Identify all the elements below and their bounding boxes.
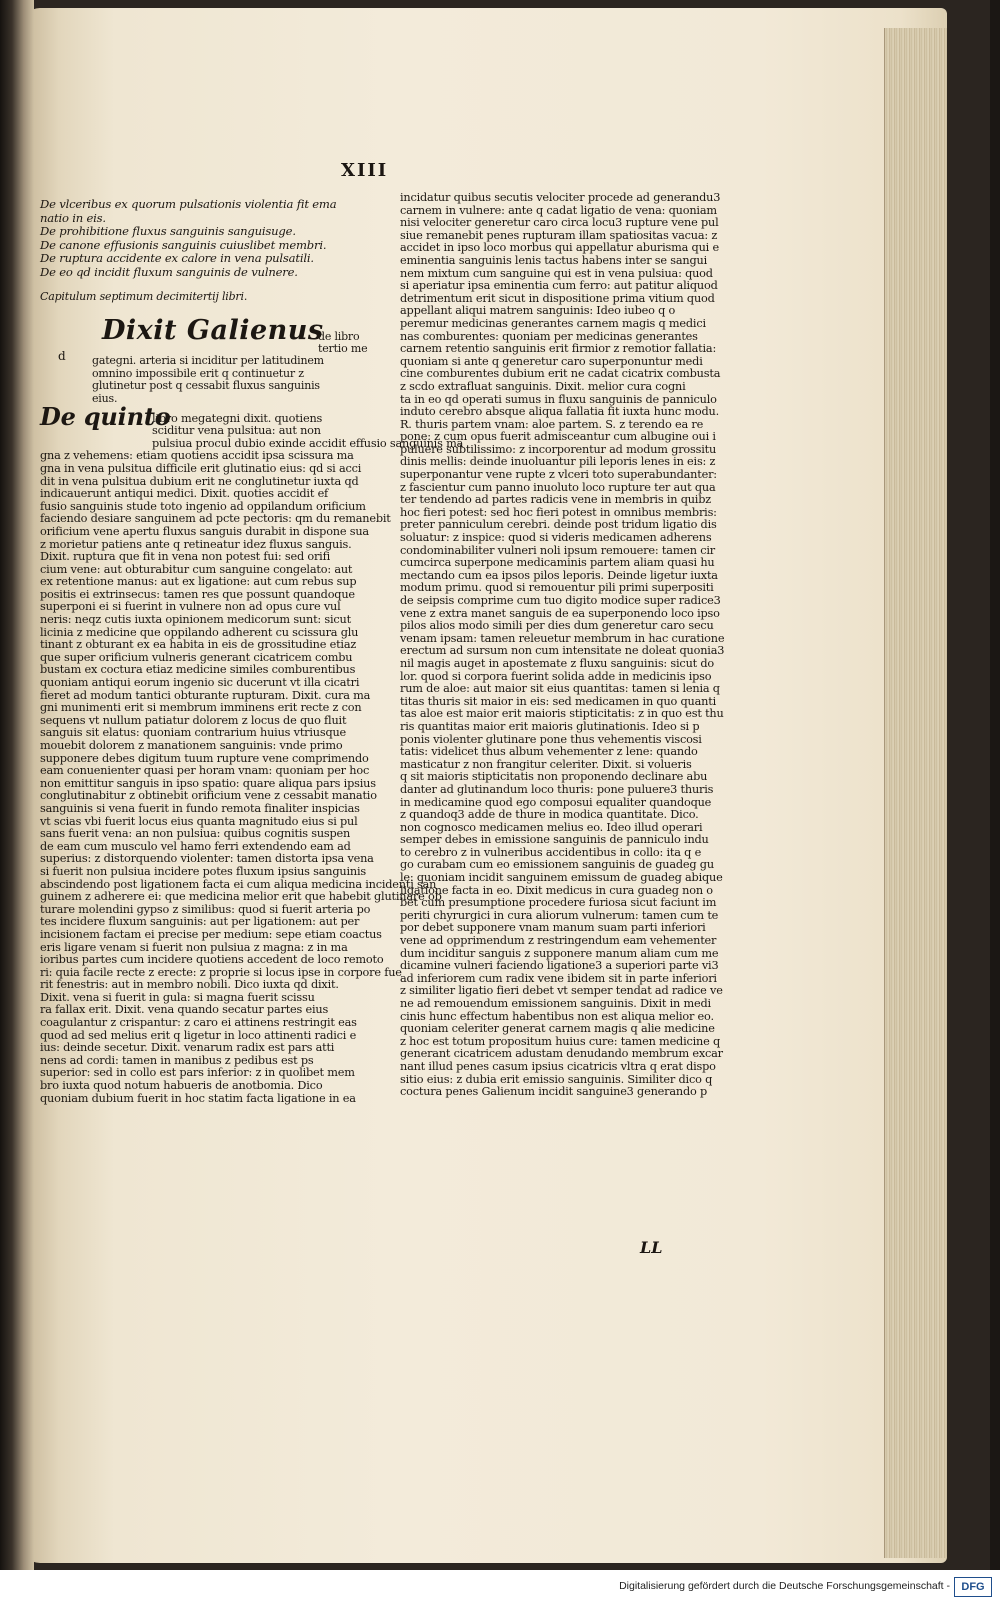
text-line: sequens vt nullum patiatur dolorem z locus de quo fluit xyxy=(40,713,347,727)
initial-word: Dixit Galienus xyxy=(102,314,324,346)
footer-bar xyxy=(0,1570,1000,1605)
text-line: pulsiua procul dubio exinde accidit effusio sanguinis ma xyxy=(152,436,464,450)
text-line: positis ei extrinsecus: tamen res que possunt quandoque xyxy=(40,587,355,601)
text-line: sanguinis si vena fuerit in fundo remota finaliter inspicias xyxy=(40,801,360,815)
text-line: si fuerit non pulsiua incidere potes fluxum ipsius sanguinis xyxy=(40,864,366,878)
text-line: gni munimenti erit si membrum imminens erit recte z con xyxy=(40,701,362,715)
opening-block xyxy=(40,314,368,413)
text-line: non cognosco medicamen melius eo. Ideo illud operari xyxy=(400,820,703,834)
catchword: LL xyxy=(640,1238,663,1257)
text-line: preter panniculum cerebri. deinde post tridum ligatio dis xyxy=(400,518,717,532)
text-line: ponis violenter glutinare pone thus vehementis viscosi xyxy=(400,732,702,746)
text-line: bro iuxta quod notum habueris de anotbomia. Dico xyxy=(40,1079,323,1093)
text-line: induto cerebro absque aliqua fallatia fit iuxta hunc modu. xyxy=(400,405,719,419)
text-line: mectando cum ea ipsos pilos leporis. Deinde ligetur iuxta xyxy=(400,568,718,582)
text-line: libro megategni dixit. quotiens xyxy=(152,411,323,425)
text-line: superponi ei si fuerint in vulnere non ad opus cure vul xyxy=(40,600,341,614)
digitization-credit: Digitalisierung gefördert durch die Deutsche Forschungsgemeinschaft - xyxy=(619,1580,950,1592)
text-line: erectum ad sursum non cum intensitate ne doleat quonia3 xyxy=(400,644,725,658)
text-line: ne ad remouendum emissionem sanguinis. Dixit in medi xyxy=(400,997,711,1010)
text-line: ra fallax erit. Dixit. vena quando secatur partes eius xyxy=(40,1003,329,1017)
text-line: accidet in ipso loco morbus qui appellatur aburisma qui e xyxy=(400,241,719,255)
text-line: bet cum presumptione procedere furiosa sicut faciunt im xyxy=(400,896,717,910)
text-line: tinant z obturant ex ea habita in eis de grossitudine etiaz xyxy=(40,638,357,652)
text-line: superius: z distorquendo violenter: tamen distorta ipsa vena xyxy=(40,852,374,866)
text-line: puluere subtilissimo: z incorporentur ad modum grossitu xyxy=(400,442,717,456)
chapter-contents xyxy=(40,198,335,280)
text-line: siue remanebit penes rupturam illam spatiositas vacua: z xyxy=(400,228,718,242)
text-line: gna in vena pulsitua difficile erit glutinatio eius: qd si acci xyxy=(40,461,362,475)
text-line: quod ad sed melius erit q ligetur in loco attinenti radici e xyxy=(40,1028,357,1042)
text-line: Dixit. vena si fuerit in gula: si magna fuerit scissu xyxy=(40,990,315,1004)
text-line: dinis mellis: deinde inuoluantur pili leporis lenes in eis: z xyxy=(400,455,716,469)
text-line: z hoc est totum propositum huius cure: tamen medicine q xyxy=(400,1034,721,1048)
text-line: quoniam si ante q generetur caro superponuntur medi xyxy=(400,354,703,368)
text-line: sanguis sit elatus: quoniam contrarium huius vtriusque xyxy=(40,726,347,740)
text-line: cumcirca superpone medicaminis partem aliam quasi hu xyxy=(400,556,715,570)
text-line: vene z extra manet sanguis de ea superponendo loco ipso xyxy=(400,606,720,620)
text-line: pilos alios modo simili per dies dum generetur caro secu xyxy=(400,619,714,633)
text-line: z quandoq3 adde de thure in modica quantitate. Dico. xyxy=(400,808,699,822)
text-line: tas aloe est maior erit maioris stipticitatis: z in quo est thu xyxy=(400,707,724,721)
text-line: hoc fieri potest: sed hoc fieri potest in omnibus membris: xyxy=(400,505,717,519)
text-line: to cerebro z in vulneribus accidentibus in collo: ita q e xyxy=(400,845,702,859)
second-block xyxy=(40,401,464,1106)
text-line: nas comburentes: quoniam per medicinas generantes xyxy=(400,329,698,343)
left-body-text xyxy=(40,401,464,1106)
text-line: bustam ex coctura etiaz medicine similes comburentibus xyxy=(40,663,356,677)
text-line: periti chyrurgici in cura aliorum vulnerum: tamen cum te xyxy=(400,908,719,922)
text-line: licinia z medicine que oppilando adherent cu scissura glu xyxy=(40,625,359,639)
text-line: guinem z adherere ei: que medicina melior erit que habebit glutinare ob xyxy=(40,890,442,904)
opening-line: glutinetur post q cessabit fluxus sanguinis xyxy=(92,379,320,393)
text-line: dicamine vulneri faciendo ligatione3 a superiori parte vi3 xyxy=(400,959,719,973)
text-line: dum inciditur sanguis z supponere manum aliam cum me xyxy=(400,946,719,960)
text-line: soluatur: z inspice: quod si videris medicamen adherens xyxy=(400,531,712,545)
scan-border xyxy=(990,0,1000,1570)
text-line: sans fuerit vena: an non pulsiua: quibus cognitis suspen xyxy=(40,827,351,841)
text-line: mouebit dolorem z manationem sanguinis: vnde primo xyxy=(40,739,343,752)
text-line: ta in eo qd operati sumus in fluxu sanguinis de panniculo xyxy=(400,392,717,406)
text-line: cinis hunc effectum habentibus non est aliqua melior eo. xyxy=(400,1009,714,1023)
text-line: modum primu. quod si remouentur pili primi superpositi xyxy=(400,581,714,595)
text-line: ligatione facta in eo. Dixit medicus in cura guadeg non o xyxy=(400,883,713,897)
text-line: quoniam celeriter generat carnem magis q alie medicine xyxy=(400,1022,715,1036)
text-line: go curabam cum eo emissionem sanguinis de guadeg gu xyxy=(400,858,714,872)
text-line: fieret ad modum tantici obturante rupturam. Dixit. cura ma xyxy=(40,688,371,702)
text-line: faciendo desiare sanguinem ad pcte pectoris: qm du remanebit xyxy=(40,512,391,526)
text-line: ter tendendo ad partes radicis vene in membris in quibz xyxy=(400,493,712,507)
text-line: que super orificium vulneris generant cicatricem combu xyxy=(40,650,353,664)
marginal-letter: d xyxy=(58,349,66,363)
text-line: de eam cum musculo vel hamo ferri extendendo eam ad xyxy=(40,839,351,853)
text-line: coagulantur z crispantur: z caro ei attinens restringit eas xyxy=(40,1016,357,1030)
text-line: ad inferiorem cum radix vene ibidem sit in parte inferiori xyxy=(400,971,717,985)
opening-line: tertio me xyxy=(318,341,368,355)
text-line: q sit maioris stipticitatis non proponendo declinare abu xyxy=(400,770,708,784)
text-line: cium vene: aut obturabitur cum sanguine congelato: aut xyxy=(40,562,353,576)
text-line: titas thuris sit maior in eis: sed medicamen in quo quanti xyxy=(400,694,716,708)
text-line: eminentia sanguinis lenis tactus habens inter se sangui xyxy=(400,253,708,267)
text-line: carnem in vulnere: ante q cadat ligatio de vena: quoniam xyxy=(400,203,717,217)
text-line: rum de aloe: aut maior sit eius quantitas: tamen si lenia q xyxy=(400,682,720,696)
text-line: sciditur vena pulsitua: aut non xyxy=(152,424,321,438)
text-line: superior: sed in collo est pars inferior: z in quolibet mem xyxy=(40,1066,355,1080)
text-line: eam conuenienter quasi per horam vnam: quoniam per hoc xyxy=(40,764,370,778)
text-line: orificium vene apertu fluxus sanguis durabit in dispone sua xyxy=(40,524,369,538)
text-line: de seipsis comprime cum tuo digito modice super radice3 xyxy=(400,594,721,607)
chapter-heading: Capitulum septimum decimitertij libri. xyxy=(40,289,248,303)
toc-line: De ruptura accidente ex calore in vena pulsatili. xyxy=(40,251,314,266)
text-line: z similiter ligatio fieri debet vt semper tendat ad radice ve xyxy=(400,984,723,998)
opening-line: gategni. arteria si inciditur per latitudinem xyxy=(92,354,324,368)
text-line: rit fenestris: aut in membro nobili. Dico iuxta qd dixit. xyxy=(40,978,339,992)
text-line: condominabiliter vulneri noli ipsum remouere: tamen cir xyxy=(400,543,715,557)
opening-line: de libro xyxy=(318,329,360,343)
text-line: nil magis auget in apostemate z fluxu sanguinis: sicut do xyxy=(400,656,715,670)
text-line: cine comburentes dubium erit ne cadat cicatrix combusta xyxy=(400,367,721,381)
text-line: le: quoniam incidit sanguinem emissum de guadeg abique xyxy=(400,871,723,885)
text-line: vene ad opprimendum z restringendum eam vehementer xyxy=(400,934,717,948)
text-line: z morietur patiens ante q retineatur idez fluxus sanguis. xyxy=(40,537,352,551)
text-line: supponere debes digitum tuum rupture vene comprimendo xyxy=(40,751,369,765)
left-column xyxy=(40,197,464,1105)
text-line: turare molendini gypso z similibus: quod si fuerit arteria po xyxy=(40,902,371,916)
text-line: eris ligare venam si fuerit non pulsiua z magna: z in ma xyxy=(40,940,348,954)
text-line: danter ad glutinandum loco thuris: pone puluere3 thuris xyxy=(400,782,714,796)
text-line: in medicamine quod ego composui equaliter quandoque xyxy=(400,795,712,809)
text-line: indicauerunt antiqui medici. Dixit. quoties accidit ef xyxy=(40,487,329,501)
text-line: generant cicatricem adustam denudando membrum excar xyxy=(400,1047,723,1061)
toc-line: De vlceribus ex quorum pulsationis violentia fit ema xyxy=(40,197,337,211)
text-line: quoniam antiqui eorum ingenio sic ducerunt vt illa cicatri xyxy=(40,676,360,690)
page-edges xyxy=(884,28,947,1558)
text-line: gna z vehemens: etiam quotiens accidit ipsa scissura ma xyxy=(40,449,354,463)
text-line: tatis: videlicet thus album vehementer z lene: quando xyxy=(400,745,698,759)
text-line: masticatur z non frangitur celeriter. Dixit. si volueris xyxy=(400,757,692,771)
text-line: nant illud penes casum ipsius cicatricis vltra q erat dispo xyxy=(400,1059,716,1073)
text-line: ri: quia facile recte z erecte: z proprie si locus ipse in corpore fue xyxy=(40,965,402,979)
text-line: abscindendo post ligationem facta ei cum aliqua medicina incidenti san xyxy=(40,877,437,891)
text-line: lor. quod si corpora fuerint solida adde in medicinis ipso xyxy=(400,669,712,683)
text-line: appellant aliqui matrem sanguinis: Ideo iubeo q o xyxy=(400,304,676,318)
dfg-logo: DFG xyxy=(954,1577,992,1597)
facing-page-edge xyxy=(0,0,34,1570)
second-initial: De quinto xyxy=(40,401,171,431)
text-line: neris: neqz cutis iuxta opinionem medicorum sunt: sicut xyxy=(40,613,351,627)
text-line: ris quantitas maior erit maioris glutinationis. Ideo si p xyxy=(400,719,700,733)
text-line: sitio eius: z dubia erit emissio sanguinis. Similiter dico q xyxy=(400,1072,713,1086)
toc-line: De eo qd incidit fluxum sanguinis de vulnere. xyxy=(40,264,298,279)
text-line: z fascientur cum panno inuoluto loco rupture ter aut qua xyxy=(400,480,716,494)
text-line: si aperiatur ipsa eminentia cum ferro: aut patitur aliquod xyxy=(400,279,718,293)
text-line: ex retentione manus: aut ex ligatione: aut cum rebus sup xyxy=(40,575,357,589)
text-line: z scdo extrafluat sanguinis. Dixit. melior cura cogni xyxy=(400,379,686,393)
text-line: dit in vena pulsitua dubium erit ne conglutinetur iuxta qd xyxy=(40,474,359,488)
text-line: incidatur quibus secutis velociter procede ad generandu3 xyxy=(400,191,721,204)
text-line: ioribus partes cum incidere quotiens accedent de loco remoto xyxy=(40,953,384,967)
text-line: tes incidere fluxum sanguinis: aut per ligationem: aut per xyxy=(40,915,360,929)
text-line: coctura penes Galienum incidit sanguine3 generando p xyxy=(400,1085,708,1099)
text-line: superponantur vene rupte z vlceri toto superabundanter: xyxy=(400,468,717,482)
text-line: fusio sanguinis stude toto ingenio ad oppilandum orificium xyxy=(40,499,366,513)
text-line: semper debes in emissione sanguinis de panniculo indu xyxy=(400,833,709,847)
text-line: ius: deinde secetur. Dixit. venarum radix est pars atti xyxy=(40,1041,335,1055)
text-line: peremur medicinas generantes carnem magis q medici xyxy=(400,316,706,330)
text-line: vt scias vbi fuerit locus eius quanta magnitudo eius si pul xyxy=(40,814,358,828)
toc-line: natio in eis. xyxy=(40,210,106,225)
text-line: quoniam dubium fuerit in hoc statim facta ligatione in ea xyxy=(40,1091,356,1105)
text-line: conglutinabitur z obtinebit orificium vene z cessabit manatio xyxy=(40,789,377,803)
toc-line: De prohibitione fluxus sanguinis sanguisuge. xyxy=(40,224,296,239)
folio-number: XIII xyxy=(341,160,389,181)
text-line: pone: z cum opus fuerit admisceantur cum albugine oui i xyxy=(400,430,716,444)
text-line: nisi velociter generetur caro circa locu3 rupture vene pul xyxy=(400,216,719,230)
text-line: Dixit. ruptura que fit in vena non potest fui: sed orifi xyxy=(40,550,330,564)
text-line: detrimentum erit sicut in dispositione prima vitium quod xyxy=(400,291,715,305)
opening-line: omnino impossibile erit q continuetur z xyxy=(92,366,304,380)
text-line: venam ipsam: tamen releuetur membrum in hac curatione xyxy=(400,631,725,645)
text-line: nens ad cordi: tamen in manibus z pedibus est ps xyxy=(40,1053,314,1067)
toc-line: De canone effusionis sanguinis cuiuslibet membri. xyxy=(40,237,327,252)
right-column xyxy=(400,191,725,1099)
text-line: carnem retentio sanguinis erit firmior z remotior fallatia: xyxy=(400,342,717,356)
text-line: por debet supponere vnam manum suam parti inferiori xyxy=(400,921,706,935)
text-line: non emittitur sanguis in ipso spatio: quare aliqua pars ipsius xyxy=(40,776,376,790)
text-line: R. thuris partem vnam: aloe partem. S. z terendo ea re xyxy=(400,417,704,431)
text-line: nem mixtum cum sanguine qui est in vena pulsiua: quod xyxy=(400,266,713,280)
text-line: incisionem factam ei precise per medium: sepe etiam coactus xyxy=(40,927,382,941)
opening-line: eius. xyxy=(92,391,118,405)
